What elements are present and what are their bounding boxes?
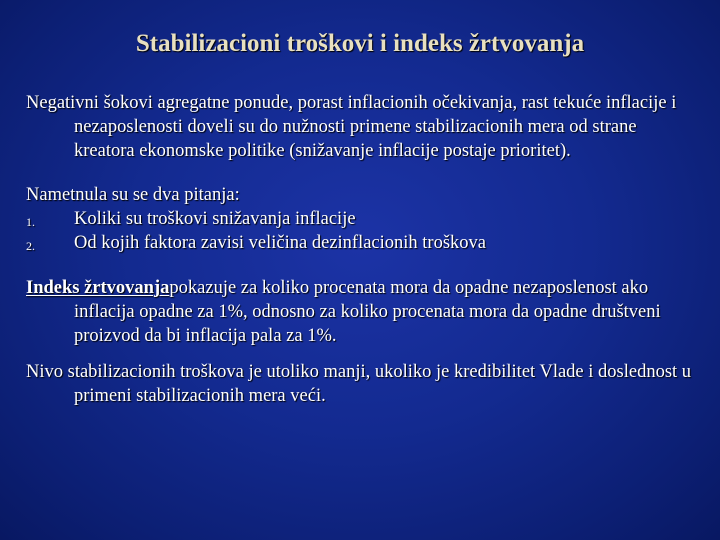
paragraph-sacrifice-ratio [26, 276, 694, 348]
list-item [26, 207, 694, 231]
sacrifice-ratio-definition: pokazuje za koliko procenata mora da opadne nezaposlenost ako inflacija opadne za 1%, odnosno za koliko procenata mora da opadne društveni proizvod da bi inflacija pala za 1%. [74, 278, 661, 346]
list-item-number: 2. [26, 239, 35, 253]
list-item-text: Od kojih faktora zavisi veličina dezinflacionih troškova [74, 233, 487, 253]
list-item [26, 231, 694, 255]
slide-body [26, 91, 694, 408]
sacrifice-ratio-term: Indeks žrtvovanja [26, 278, 170, 298]
questions-block [26, 183, 694, 255]
slide-title: Stabilizacioni troškovi i indeks žrtvovanja [135, 30, 585, 57]
questions-intro: Nametnula su se dva pitanja: [26, 185, 240, 205]
paragraph-shocks: Negativni šokovi agregatne ponude, porast inflacionih očekivanja, rast tekuće inflacije i nezaposlenosti doveli su do nužnosti primene stabilizacionih mera od strane kreatora ekonomske politike (snižavanje inflacije postaje prioritet). [26, 93, 677, 161]
list-item-number: 1. [26, 215, 35, 229]
questions-list [26, 207, 694, 255]
list-item-text: Koliki su troškovi snižavanja inflacije [74, 209, 356, 229]
paragraph-credibility: Nivo stabilizacionih troškova je utoliko manji, ukoliko je kredibilitet Vlade i doslednost u primeni stabilizacionih mera veći. [26, 362, 692, 406]
